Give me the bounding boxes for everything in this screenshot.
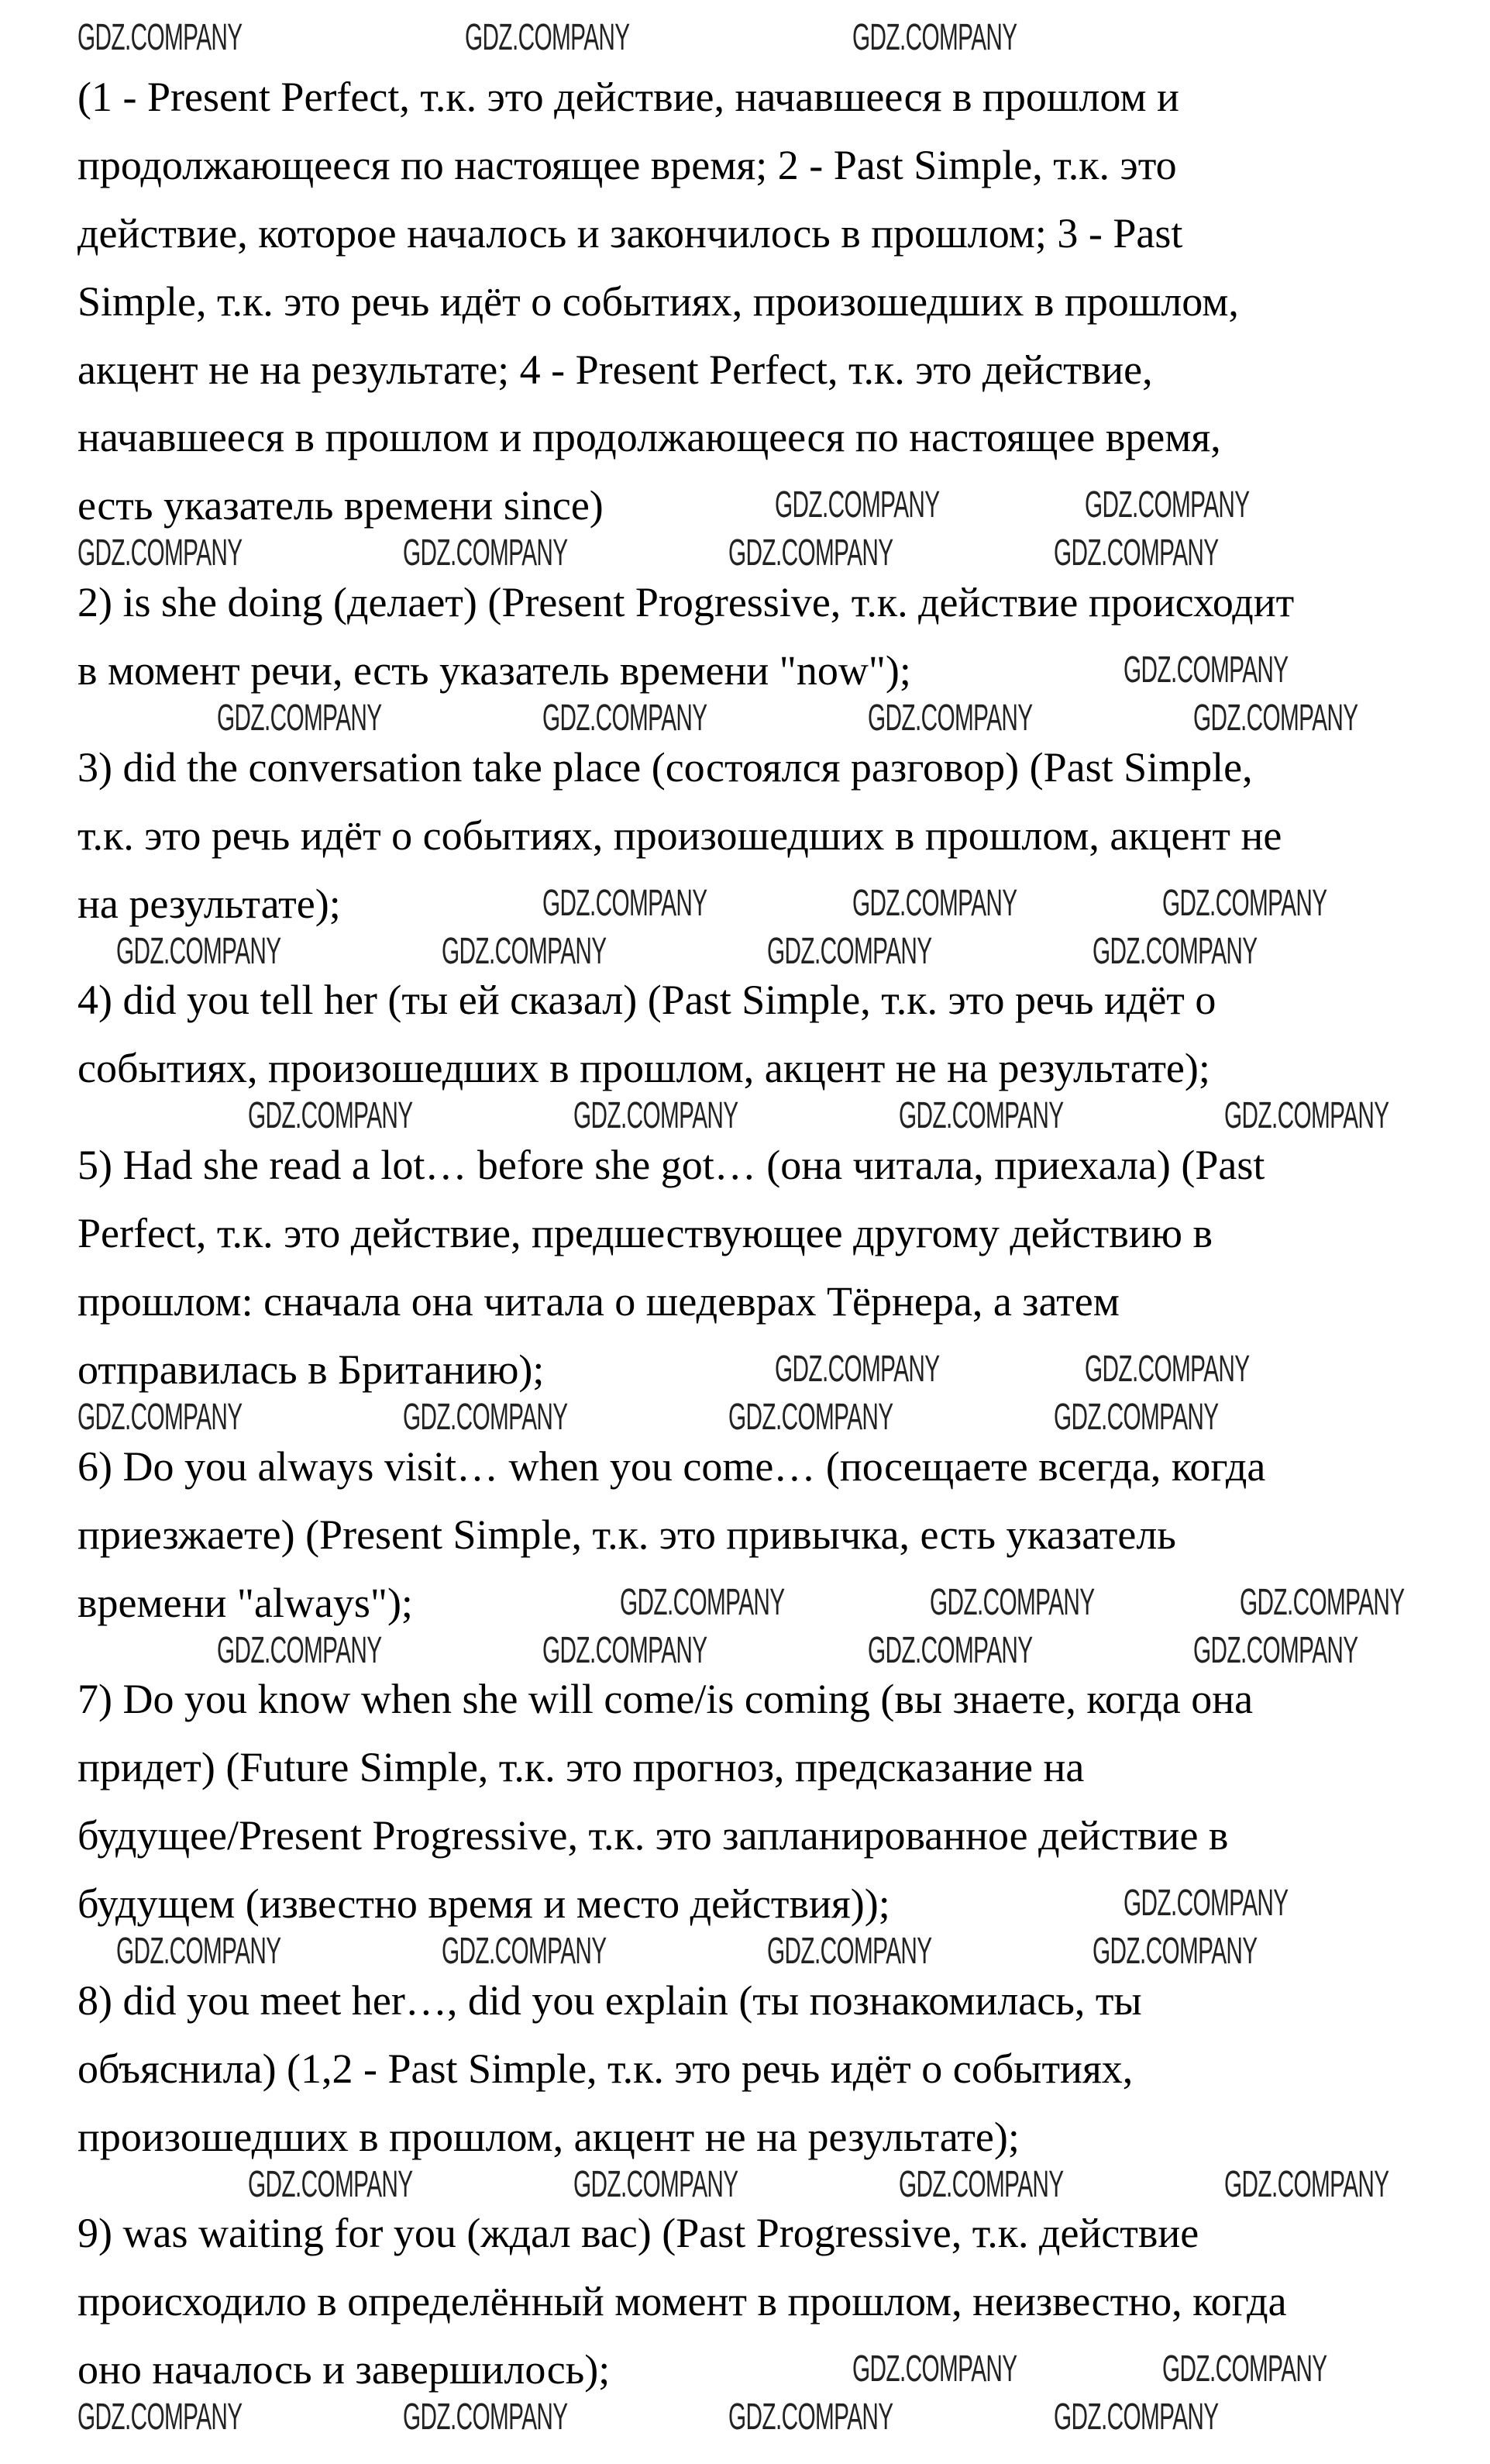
- watermark: GDZ.COMPANY: [573, 2163, 738, 2205]
- watermark: GDZ.COMPANY: [852, 2349, 1017, 2390]
- watermark: GDZ.COMPANY: [217, 1629, 382, 1671]
- watermark: GDZ.COMPANY: [1193, 1629, 1358, 1671]
- text-line: (1 - Present Perfect, т.к. это действие, начавшееся в прошлом и: [77, 73, 1179, 120]
- text-line: Perfect, т.к. это действие, предшествующее другому действию в: [77, 1210, 1213, 1257]
- text-line: т.к. это речь идёт о событиях, произошедших в прошлом, акцент не: [77, 812, 1282, 859]
- text-line: на результате);: [77, 880, 341, 927]
- watermark: GDZ.COMPANY: [465, 17, 630, 58]
- watermark: GDZ.COMPANY: [1054, 2397, 1219, 2438]
- text-line: есть указатель времени since): [77, 482, 604, 529]
- text-line: событиях, произошедших в прошлом, акцент не на результате);: [77, 1045, 1210, 1092]
- text-line: приезжаете) (Present Simple, т.к. это привычка, есть указатель: [77, 1511, 1176, 1558]
- watermark: GDZ.COMPANY: [77, 1396, 243, 1438]
- text-line: времени "always");: [77, 1579, 413, 1626]
- text-line: будущем (известно время и место действия));: [77, 1880, 890, 1928]
- text-line: 4) did you tell her (ты ей сказал) (Past Simple, т.к. это речь идёт о: [77, 977, 1216, 1024]
- text-line: Simple, т.к. это речь идёт о событиях, произошедших в прошлом,: [77, 277, 1239, 325]
- watermark: GDZ.COMPANY: [775, 484, 940, 526]
- text-line: продолжающееся по настоящее время; 2 - Past Simple, т.к. это: [77, 141, 1177, 188]
- watermark: GDZ.COMPANY: [1124, 1883, 1289, 1925]
- watermark: GDZ.COMPANY: [620, 1581, 785, 1623]
- watermark: GDZ.COMPANY: [930, 1581, 1095, 1623]
- text-line: отправилась в Британию);: [77, 1346, 545, 1393]
- watermark: GDZ.COMPANY: [403, 532, 568, 574]
- text-line: 5) Had she read a lot… before she got… (она читала, приехала) (Past: [77, 1142, 1265, 1189]
- text-line: 9) was waiting for you (ждал вас) (Past Progressive, т.к. действие: [77, 2210, 1199, 2257]
- watermark: GDZ.COMPANY: [767, 930, 932, 972]
- watermark: GDZ.COMPANY: [77, 17, 243, 58]
- watermark: GDZ.COMPANY: [1162, 882, 1327, 924]
- watermark: GDZ.COMPANY: [1085, 484, 1250, 526]
- watermark: GDZ.COMPANY: [77, 532, 243, 574]
- watermark: GDZ.COMPANY: [767, 1931, 932, 1973]
- watermark: GDZ.COMPANY: [573, 1095, 738, 1137]
- watermark: GDZ.COMPANY: [852, 17, 1017, 58]
- watermark: GDZ.COMPANY: [1093, 1931, 1258, 1973]
- watermark: GDZ.COMPANY: [248, 1095, 413, 1137]
- watermark: GDZ.COMPANY: [852, 882, 1017, 924]
- watermark: GDZ.COMPANY: [728, 2397, 893, 2438]
- watermark: GDZ.COMPANY: [899, 2163, 1064, 2205]
- watermark: GDZ.COMPANY: [1124, 650, 1289, 691]
- text-line: оно началось и завершилось);: [77, 2346, 611, 2393]
- text-line: 8) did you meet her…, did you explain (ты познакомилась, ты: [77, 1976, 1142, 2024]
- text-line: объяснила) (1,2 - Past Simple, т.к. это речь идёт о событиях,: [77, 2045, 1134, 2092]
- watermark: GDZ.COMPANY: [442, 930, 607, 972]
- watermark: GDZ.COMPANY: [116, 930, 281, 972]
- watermark: GDZ.COMPANY: [1224, 2163, 1389, 2205]
- watermark: GDZ.COMPANY: [542, 698, 707, 739]
- watermark: GDZ.COMPANY: [728, 1396, 893, 1438]
- text-line: в момент речи, есть указатель времени "now");: [77, 647, 911, 694]
- text-line: начавшееся в прошлом и продолжающееся по настоящее время,: [77, 414, 1221, 461]
- watermark: GDZ.COMPANY: [868, 1629, 1033, 1671]
- watermark: GDZ.COMPANY: [1054, 532, 1219, 574]
- text-line: 7) Do you know when she will come/is coming (вы знаете, когда она: [77, 1676, 1254, 1723]
- watermark: GDZ.COMPANY: [116, 1931, 281, 1973]
- watermark: GDZ.COMPANY: [442, 1931, 607, 1973]
- text-line: придет) (Future Simple, т.к. это прогноз, предсказание на: [77, 1744, 1085, 1791]
- watermark: GDZ.COMPANY: [1162, 2349, 1327, 2390]
- watermark: GDZ.COMPANY: [542, 882, 707, 924]
- watermark: GDZ.COMPANY: [403, 1396, 568, 1438]
- text-line: прошлом: сначала она читала о шедеврах Тёрнера, а затем: [77, 1277, 1120, 1325]
- watermark: GDZ.COMPANY: [899, 1095, 1064, 1137]
- watermark: GDZ.COMPANY: [403, 2397, 568, 2438]
- watermark: GDZ.COMPANY: [728, 532, 893, 574]
- text-line: 3) did the conversation take place (состоялся разговор) (Past Simple,: [77, 743, 1253, 791]
- text-line: 6) Do you always visit… when you come… (посещаете всегда, когда: [77, 1442, 1266, 1490]
- watermark: GDZ.COMPANY: [868, 698, 1033, 739]
- watermark: GDZ.COMPANY: [1240, 1581, 1405, 1623]
- text-line: акцент не на результате; 4 - Present Perfect, т.к. это действие,: [77, 346, 1153, 393]
- text-line: 2) is she doing (делает) (Present Progressive, т.к. действие происходит: [77, 579, 1295, 626]
- text-line: произошедших в прошлом, акцент не на результате);: [77, 2113, 1020, 2160]
- watermark: GDZ.COMPANY: [1085, 1348, 1250, 1390]
- text-line: действие, которое началось и закончилось в прошлом; 3 - Past: [77, 209, 1183, 257]
- watermark: GDZ.COMPANY: [1054, 1396, 1219, 1438]
- watermark: GDZ.COMPANY: [77, 2397, 243, 2438]
- watermark: GDZ.COMPANY: [217, 698, 382, 739]
- watermark: GDZ.COMPANY: [248, 2163, 413, 2205]
- text-line: происходило в определённый момент в прошлом, неизвестно, когда: [77, 2278, 1287, 2325]
- watermark: GDZ.COMPANY: [542, 1629, 707, 1671]
- text-line: будущее/Present Progressive, т.к. это запланированное действие в: [77, 1812, 1229, 1859]
- watermark: GDZ.COMPANY: [1224, 1095, 1389, 1137]
- watermark: GDZ.COMPANY: [775, 1348, 940, 1390]
- watermark: GDZ.COMPANY: [1193, 698, 1358, 739]
- watermark: GDZ.COMPANY: [1093, 930, 1258, 972]
